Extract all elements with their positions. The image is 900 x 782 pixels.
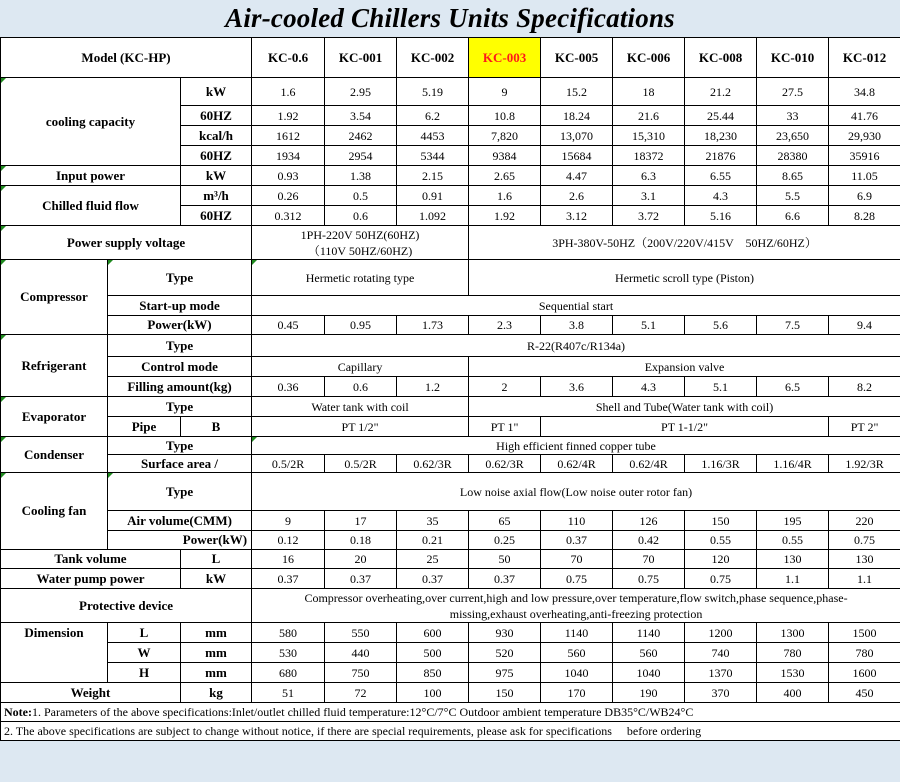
value-cell: 2.3 bbox=[469, 316, 541, 335]
value-cell: 1.92 bbox=[469, 206, 541, 226]
value-cell: 5.5 bbox=[757, 186, 829, 206]
value-cell: 130 bbox=[829, 550, 900, 569]
value-cell: 120 bbox=[685, 550, 757, 569]
value-cell: 1040 bbox=[613, 663, 685, 683]
sub-label: Type bbox=[108, 260, 252, 296]
value-cell: 5344 bbox=[397, 146, 469, 166]
value-cell: 5.1 bbox=[613, 316, 685, 335]
value-cell: 0.75 bbox=[685, 569, 757, 589]
value-cell: 21876 bbox=[685, 146, 757, 166]
value-cell: 0.5 bbox=[325, 186, 397, 206]
table-row bbox=[1, 335, 900, 357]
value-cell: 70 bbox=[613, 550, 685, 569]
unit-cell: mm bbox=[181, 643, 252, 663]
value-cell: 6.2 bbox=[397, 106, 469, 126]
value-cell: 8.2 bbox=[829, 377, 900, 397]
note-row bbox=[1, 703, 900, 722]
value-cell: 35 bbox=[397, 511, 469, 531]
single-phase-cell bbox=[252, 226, 469, 260]
row-label: Cooling fan bbox=[1, 473, 108, 550]
value-cell: Low noise axial flow(Low noise outer rotor fan) bbox=[252, 473, 900, 511]
value-cell: 3.12 bbox=[541, 206, 613, 226]
value-cell bbox=[252, 589, 900, 623]
value-cell: 28380 bbox=[757, 146, 829, 166]
value-cell: 20 bbox=[325, 550, 397, 569]
value-cell: 18372 bbox=[613, 146, 685, 166]
value-cell: 780 bbox=[757, 643, 829, 663]
unit-cell: kcal/h bbox=[181, 126, 252, 146]
value-cell: 0.25 bbox=[469, 531, 541, 550]
value-cell: 975 bbox=[469, 663, 541, 683]
value-cell: 0.37 bbox=[325, 569, 397, 589]
value-cell: 110 bbox=[541, 511, 613, 531]
note-row bbox=[1, 722, 900, 741]
value-cell: 0.6 bbox=[325, 377, 397, 397]
value-cell: 16 bbox=[252, 550, 325, 569]
protective-line: missing,exhaust overheating,anti-freezing protection bbox=[449, 606, 703, 621]
row-label: cooling capacity bbox=[1, 78, 181, 166]
value-cell: 0.95 bbox=[325, 316, 397, 335]
value-cell: 130 bbox=[757, 550, 829, 569]
value-cell: 0.62/4R bbox=[613, 455, 685, 473]
value-cell: 550 bbox=[325, 623, 397, 643]
model-header: KC-001 bbox=[325, 38, 397, 78]
value-cell: 740 bbox=[685, 643, 757, 663]
axis-cell: H bbox=[108, 663, 181, 683]
value-cell: 0.5/2R bbox=[325, 455, 397, 473]
value-cell: 170 bbox=[541, 683, 613, 703]
value-cell: R-22(R407c/R134a) bbox=[252, 335, 900, 357]
table-row bbox=[1, 623, 900, 643]
value-cell: 6.9 bbox=[829, 186, 900, 206]
sub-label: Surface area / bbox=[108, 455, 252, 473]
value-cell: 1040 bbox=[541, 663, 613, 683]
value-cell: 0.75 bbox=[613, 569, 685, 589]
value-cell: Hermetic rotating type bbox=[252, 260, 469, 296]
model-header-highlighted: KC-003 bbox=[469, 38, 541, 78]
axis-cell: W bbox=[108, 643, 181, 663]
table-row bbox=[1, 643, 900, 663]
model-header: KC-0.6 bbox=[252, 38, 325, 78]
value-cell: 33 bbox=[757, 106, 829, 126]
value-cell: 0.62/3R bbox=[469, 455, 541, 473]
unit-cell: L bbox=[181, 550, 252, 569]
row-label: Tank volume bbox=[1, 550, 181, 569]
single-phase-line: （110V 50HZ/60HZ) bbox=[307, 243, 413, 258]
value-cell: 5.1 bbox=[685, 377, 757, 397]
value-cell: 2.65 bbox=[469, 166, 541, 186]
value-cell: 0.312 bbox=[252, 206, 325, 226]
value-cell: 15.2 bbox=[541, 78, 613, 106]
value-cell: 0.26 bbox=[252, 186, 325, 206]
value-cell: 1140 bbox=[541, 623, 613, 643]
value-cell: 1.2 bbox=[397, 377, 469, 397]
row-label: Chilled fluid flow bbox=[1, 186, 181, 226]
value-cell: 1.92/3R bbox=[829, 455, 900, 473]
value-cell: 5.6 bbox=[685, 316, 757, 335]
table-row bbox=[1, 589, 900, 623]
value-cell: 4.47 bbox=[541, 166, 613, 186]
value-cell: 680 bbox=[252, 663, 325, 683]
value-cell: 150 bbox=[469, 683, 541, 703]
value-cell: Water tank with coil bbox=[252, 397, 469, 417]
value-cell: 0.75 bbox=[829, 531, 900, 550]
sub-label: Air volume(CMM) bbox=[108, 511, 252, 531]
value-cell: 1.6 bbox=[252, 78, 325, 106]
value-cell: 190 bbox=[613, 683, 685, 703]
sub-label: Power(kW) bbox=[108, 531, 252, 550]
axis-cell: L bbox=[108, 623, 181, 643]
value-cell: 100 bbox=[397, 683, 469, 703]
unit-cell: kW bbox=[181, 569, 252, 589]
table-row bbox=[1, 417, 900, 437]
value-cell: 6.3 bbox=[613, 166, 685, 186]
unit-cell: kg bbox=[181, 683, 252, 703]
value-cell: 2.15 bbox=[397, 166, 469, 186]
value-cell: 8.28 bbox=[829, 206, 900, 226]
value-cell: 1300 bbox=[757, 623, 829, 643]
value-cell: 9384 bbox=[469, 146, 541, 166]
value-cell: 2462 bbox=[325, 126, 397, 146]
value-cell: 25.44 bbox=[685, 106, 757, 126]
table-row bbox=[1, 260, 900, 296]
value-cell: 25 bbox=[397, 550, 469, 569]
value-cell: 0.21 bbox=[397, 531, 469, 550]
sub-label: Control mode bbox=[108, 357, 252, 377]
table-row bbox=[1, 316, 900, 335]
value-cell: 0.37 bbox=[541, 531, 613, 550]
unit-cell: 60HZ bbox=[181, 106, 252, 126]
value-cell: 0.37 bbox=[252, 569, 325, 589]
value-cell: 7.5 bbox=[757, 316, 829, 335]
table-row bbox=[1, 569, 900, 589]
value-cell: 34.8 bbox=[829, 78, 900, 106]
value-cell: 0.42 bbox=[613, 531, 685, 550]
value-cell: 220 bbox=[829, 511, 900, 531]
protective-line: Compressor overheating,over current,high and low pressure,over temperature,flow switch,phase sequence,phase- bbox=[304, 590, 848, 605]
value-cell: 2954 bbox=[325, 146, 397, 166]
value-cell: 3.8 bbox=[541, 316, 613, 335]
value-cell: 0.62/4R bbox=[541, 455, 613, 473]
sub-label: Pipe bbox=[108, 417, 181, 437]
row-label: Evaporator bbox=[1, 397, 108, 437]
row-label: Water pump power bbox=[1, 569, 181, 589]
value-cell: 15684 bbox=[541, 146, 613, 166]
value-cell: 126 bbox=[613, 511, 685, 531]
note-1 bbox=[1, 703, 900, 722]
value-cell: PT 2" bbox=[829, 417, 900, 437]
table-row bbox=[1, 683, 900, 703]
value-cell: 780 bbox=[829, 643, 900, 663]
value-cell: 4453 bbox=[397, 126, 469, 146]
value-cell: 1140 bbox=[613, 623, 685, 643]
value-cell: 35916 bbox=[829, 146, 900, 166]
value-cell: 0.93 bbox=[252, 166, 325, 186]
value-cell: 15,310 bbox=[613, 126, 685, 146]
unit-cell: m³/h bbox=[181, 186, 252, 206]
row-label: Input power bbox=[1, 166, 181, 186]
table-row bbox=[1, 226, 900, 260]
sub-label: Power(kW) bbox=[108, 316, 252, 335]
value-cell: 3.1 bbox=[613, 186, 685, 206]
value-cell: 29,930 bbox=[829, 126, 900, 146]
value-cell: 0.91 bbox=[397, 186, 469, 206]
table-row bbox=[1, 377, 900, 397]
unit-cell: B bbox=[181, 417, 252, 437]
table-row bbox=[1, 166, 900, 186]
empty-area bbox=[0, 744, 900, 782]
value-cell: 520 bbox=[469, 643, 541, 663]
model-header: KC-012 bbox=[829, 38, 900, 78]
value-cell: 1200 bbox=[685, 623, 757, 643]
model-header: KC-006 bbox=[613, 38, 685, 78]
value-cell: Capillary bbox=[252, 357, 469, 377]
header-row bbox=[1, 38, 900, 78]
value-cell: 0.45 bbox=[252, 316, 325, 335]
value-cell: 0.37 bbox=[397, 569, 469, 589]
value-cell: 850 bbox=[397, 663, 469, 683]
value-cell: Hermetic scroll type (Piston) bbox=[469, 260, 900, 296]
unit-cell: mm bbox=[181, 623, 252, 643]
value-cell: 18,230 bbox=[685, 126, 757, 146]
value-cell: 400 bbox=[757, 683, 829, 703]
value-cell: 5.16 bbox=[685, 206, 757, 226]
value-cell: 70 bbox=[541, 550, 613, 569]
value-cell: 51 bbox=[252, 683, 325, 703]
value-cell: 1.73 bbox=[397, 316, 469, 335]
value-cell: 0.62/3R bbox=[397, 455, 469, 473]
value-cell: 0.6 bbox=[325, 206, 397, 226]
model-header: KC-008 bbox=[685, 38, 757, 78]
value-cell: 1500 bbox=[829, 623, 900, 643]
value-cell: 6.55 bbox=[685, 166, 757, 186]
value-cell: 150 bbox=[685, 511, 757, 531]
value-cell: 11.05 bbox=[829, 166, 900, 186]
value-cell: 9 bbox=[252, 511, 325, 531]
value-cell: 560 bbox=[541, 643, 613, 663]
value-cell: High efficient finned copper tube bbox=[252, 437, 900, 455]
value-cell: 1612 bbox=[252, 126, 325, 146]
value-cell: 600 bbox=[397, 623, 469, 643]
value-cell: 21.2 bbox=[685, 78, 757, 106]
unit-cell: kW bbox=[181, 166, 252, 186]
value-cell: 4.3 bbox=[685, 186, 757, 206]
sheet-title: Air-cooled Chillers Units Specifications bbox=[0, 0, 900, 38]
row-label: Weight bbox=[1, 683, 181, 703]
spec-table bbox=[0, 37, 900, 741]
value-cell: 0.37 bbox=[469, 569, 541, 589]
value-cell: 370 bbox=[685, 683, 757, 703]
model-header: KC-010 bbox=[757, 38, 829, 78]
value-cell: 2 bbox=[469, 377, 541, 397]
value-cell: 50 bbox=[469, 550, 541, 569]
value-cell: 0.55 bbox=[685, 531, 757, 550]
value-cell: 1.16/3R bbox=[685, 455, 757, 473]
table-row bbox=[1, 531, 900, 550]
value-cell: 41.76 bbox=[829, 106, 900, 126]
value-cell: 1.16/4R bbox=[757, 455, 829, 473]
sub-label: Start-up mode bbox=[108, 296, 252, 316]
value-cell: 6.6 bbox=[757, 206, 829, 226]
value-cell: 580 bbox=[252, 623, 325, 643]
value-cell: 9 bbox=[469, 78, 541, 106]
value-cell: 0.75 bbox=[541, 569, 613, 589]
value-cell: 3.72 bbox=[613, 206, 685, 226]
note-2: 2. The above specifications are subject to change without notice, if there are special requirements, please ask for specifications before ordering bbox=[1, 722, 900, 741]
value-cell: 1600 bbox=[829, 663, 900, 683]
value-cell: 10.8 bbox=[469, 106, 541, 126]
value-cell: 21.6 bbox=[613, 106, 685, 126]
note-text: 1. Parameters of the above specifications:Inlet/outlet chilled fluid temperature:12°C/7°C Outdoor ambient temperature DB35°C/WB24°C bbox=[31, 705, 694, 719]
table-row bbox=[1, 397, 900, 417]
model-header: KC-002 bbox=[397, 38, 469, 78]
value-cell: 530 bbox=[252, 643, 325, 663]
value-cell: 5.19 bbox=[397, 78, 469, 106]
sub-label: Type bbox=[108, 473, 252, 511]
table-row bbox=[1, 186, 900, 206]
sub-label: Type bbox=[108, 397, 252, 417]
value-cell: 1.1 bbox=[757, 569, 829, 589]
table-row bbox=[1, 78, 900, 106]
value-cell: 23,650 bbox=[757, 126, 829, 146]
row-label: Power supply voltage bbox=[1, 226, 252, 260]
note-prefix: Note: bbox=[4, 705, 32, 719]
sub-label: Type bbox=[108, 335, 252, 357]
table-row bbox=[1, 437, 900, 455]
table-row bbox=[1, 357, 900, 377]
value-cell: 195 bbox=[757, 511, 829, 531]
value-cell: Sequential start bbox=[252, 296, 900, 316]
unit-cell: kW bbox=[181, 78, 252, 106]
value-cell: 27.5 bbox=[757, 78, 829, 106]
model-header: KC-005 bbox=[541, 38, 613, 78]
value-cell: 0.36 bbox=[252, 377, 325, 397]
value-cell: 0.18 bbox=[325, 531, 397, 550]
value-cell: 65 bbox=[469, 511, 541, 531]
row-label: Refrigerant bbox=[1, 335, 108, 397]
sub-label: Type bbox=[108, 437, 252, 455]
value-cell: 6.5 bbox=[757, 377, 829, 397]
table-row bbox=[1, 511, 900, 531]
value-cell: 0.55 bbox=[757, 531, 829, 550]
value-cell: 72 bbox=[325, 683, 397, 703]
unit-cell: mm bbox=[181, 663, 252, 683]
value-cell: Shell and Tube(Water tank with coil) bbox=[469, 397, 900, 417]
value-cell: 1370 bbox=[685, 663, 757, 683]
value-cell: 2.6 bbox=[541, 186, 613, 206]
table-row bbox=[1, 455, 900, 473]
value-cell: 18 bbox=[613, 78, 685, 106]
three-phase-cell: 3PH-380V-50HZ（200V/220V/415V 50HZ/60HZ） bbox=[469, 226, 900, 260]
table-row bbox=[1, 473, 900, 511]
value-cell: 2.95 bbox=[325, 78, 397, 106]
value-cell: Expansion valve bbox=[469, 357, 900, 377]
value-cell: 17 bbox=[325, 511, 397, 531]
row-label: Compressor bbox=[1, 260, 108, 335]
value-cell: 560 bbox=[613, 643, 685, 663]
model-header: Model (KC-HP) bbox=[1, 38, 252, 78]
table-row bbox=[1, 663, 900, 683]
value-cell: 0.12 bbox=[252, 531, 325, 550]
value-cell: PT 1-1/2" bbox=[541, 417, 829, 437]
value-cell: 13,070 bbox=[541, 126, 613, 146]
unit-cell: 60HZ bbox=[181, 206, 252, 226]
table-row bbox=[1, 296, 900, 316]
value-cell: 1.6 bbox=[469, 186, 541, 206]
row-label: Protective device bbox=[1, 589, 252, 623]
value-cell: PT 1/2" bbox=[252, 417, 469, 437]
value-cell: 500 bbox=[397, 643, 469, 663]
single-phase-line: 1PH-220V 50HZ(60HZ) bbox=[300, 227, 420, 242]
value-cell: 4.3 bbox=[613, 377, 685, 397]
value-cell: 3.54 bbox=[325, 106, 397, 126]
row-label: Condenser bbox=[1, 437, 108, 473]
value-cell: 1.92 bbox=[252, 106, 325, 126]
table-row bbox=[1, 550, 900, 569]
row-label: Dimension bbox=[1, 623, 108, 683]
value-cell: PT 1" bbox=[469, 417, 541, 437]
unit-cell: 60HZ bbox=[181, 146, 252, 166]
value-cell: 3.6 bbox=[541, 377, 613, 397]
value-cell: 450 bbox=[829, 683, 900, 703]
value-cell: 7,820 bbox=[469, 126, 541, 146]
value-cell: 18.24 bbox=[541, 106, 613, 126]
value-cell: 930 bbox=[469, 623, 541, 643]
value-cell: 1530 bbox=[757, 663, 829, 683]
sub-label: Filling amount(kg) bbox=[108, 377, 252, 397]
value-cell: 8.65 bbox=[757, 166, 829, 186]
value-cell: 440 bbox=[325, 643, 397, 663]
value-cell: 1.092 bbox=[397, 206, 469, 226]
value-cell: 9.4 bbox=[829, 316, 900, 335]
value-cell: 0.5/2R bbox=[252, 455, 325, 473]
value-cell: 1.1 bbox=[829, 569, 900, 589]
value-cell: 1.38 bbox=[325, 166, 397, 186]
value-cell: 1934 bbox=[252, 146, 325, 166]
value-cell: 750 bbox=[325, 663, 397, 683]
